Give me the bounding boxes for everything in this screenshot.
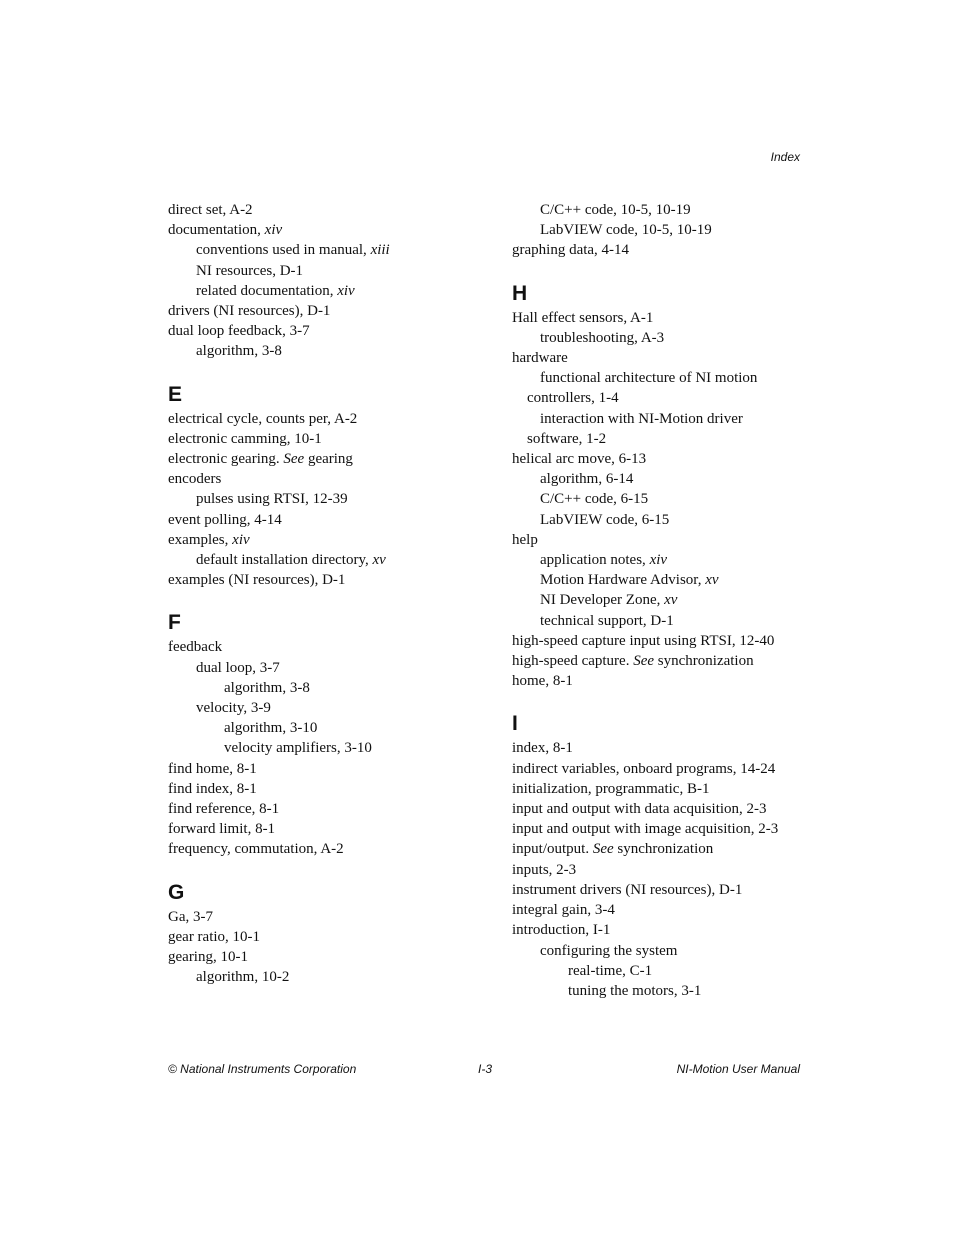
index-entry-text: troubleshooting, A-3 [540, 329, 665, 346]
index-entry-text: examples (NI resources), D-1 [168, 572, 346, 589]
index-subentry [512, 489, 812, 509]
index-entry [512, 530, 812, 550]
index-entry-text: find index, 8-1 [168, 780, 257, 797]
index-entry [512, 819, 812, 839]
index-entry [168, 409, 488, 429]
index-entry-text: input and output with image acquisition, 2-3 [512, 821, 779, 838]
index-entry-text: algorithm, 3-8 [196, 343, 282, 360]
index-entry [512, 900, 812, 920]
index-entry-text: algorithm, 3-10 [224, 720, 318, 737]
index-subentry [512, 941, 812, 961]
index-entry [168, 510, 488, 530]
index-section-heading: E [168, 382, 183, 406]
index-entry [512, 880, 812, 900]
index-section-heading: H [512, 281, 528, 305]
index-subentry [512, 469, 812, 489]
index-entry [512, 860, 812, 880]
index-subentry [168, 281, 488, 301]
index-entry [168, 779, 488, 799]
index-entry-text: forward limit, 8-1 [168, 821, 276, 838]
index-entry-text: drivers (NI resources), D-1 [168, 303, 331, 320]
index-entry-text: examples, [168, 531, 233, 548]
index-entry [168, 530, 488, 550]
index-entry-italic: xiv [649, 552, 668, 569]
index-entry-text: documentation, [168, 222, 265, 239]
index-entry-text: event polling, 4-14 [168, 511, 282, 528]
index-entry-italic: xiii [370, 242, 390, 259]
index-subentry [512, 429, 812, 449]
index-entry-italic: xv [372, 552, 386, 569]
index-entry-text: find reference, 8-1 [168, 801, 280, 818]
index-subentry [512, 388, 812, 408]
index-entry-text: Hall effect sensors, A-1 [512, 309, 654, 326]
index-subentry [512, 590, 812, 610]
index-entry-see-target: synchronization [654, 653, 754, 670]
index-entry [512, 240, 812, 260]
index-subentry [512, 570, 812, 590]
index-entry-text: frequency, commutation, A-2 [168, 841, 344, 858]
index-entry-text: dual loop feedback, 3-7 [168, 323, 310, 340]
index-entry [512, 308, 812, 328]
index-entry [168, 927, 488, 947]
index-entry [168, 819, 488, 839]
index-entry-text: tuning the motors, 3-1 [568, 982, 702, 999]
index-entry-italic: xiv [232, 531, 250, 548]
index-subentry [512, 368, 812, 388]
index-section-heading: I [512, 712, 518, 736]
index-entry [512, 651, 812, 671]
index-entry-text: gear ratio, 10-1 [168, 928, 261, 945]
index-entry [168, 839, 488, 859]
index-entry-italic: xv [705, 572, 719, 589]
footer-manual-title: NI-Motion User Manual [676, 1062, 800, 1076]
index-entry-text: input/output. [512, 841, 593, 858]
index-entry [168, 469, 488, 489]
index-entry-italic: See [633, 653, 655, 670]
index-entry [168, 570, 488, 590]
index-section-heading: G [168, 880, 185, 904]
index-entry-text: NI Developer Zone, [540, 592, 665, 609]
index-entry-text: application notes, [540, 552, 650, 569]
index-subentry [512, 961, 812, 981]
index-entry-text: technical support, D-1 [540, 612, 674, 629]
index-entry [168, 907, 488, 927]
index-entry [168, 637, 488, 657]
index-entry [168, 799, 488, 819]
index-entry-text: LabVIEW code, 10-5, 10-19 [540, 222, 712, 239]
index-entry-text: integral gain, 3-4 [512, 902, 615, 919]
index-entry [168, 449, 488, 469]
index-section-heading: F [168, 611, 181, 635]
index-entry-text: introduction, I-1 [512, 922, 611, 939]
footer-copyright: © National Instruments Corporation [168, 1062, 357, 1076]
index-entry-text: dual loop, 3-7 [196, 659, 280, 676]
index-entry-text: C/C++ code, 6-15 [540, 491, 649, 508]
index-entry-text: pulses using RTSI, 12-39 [196, 491, 348, 508]
index-entry [168, 220, 488, 240]
index-entry-text: indirect variables, onboard programs, 14-24 [512, 760, 776, 777]
footer-page-number: I-3 [478, 1062, 493, 1076]
index-entry-text: configuring the system [540, 942, 678, 959]
index-entry-text: direct set, A-2 [168, 202, 253, 218]
index-subentry [512, 981, 812, 1001]
index-entry-text: hardware [512, 350, 568, 367]
index-entry-text: inputs, 2-3 [512, 861, 577, 878]
index-subentry [168, 261, 488, 281]
index-entry-text: graphing data, 4-14 [512, 242, 630, 259]
index-subentry [512, 200, 812, 220]
index-entry-italic: See [592, 841, 614, 858]
index-entry [512, 348, 812, 368]
index-entry-text: index, 8-1 [512, 740, 573, 757]
index-entry-text: initialization, programmatic, B-1 [512, 780, 710, 797]
index-entry [512, 779, 812, 799]
index-entry-text: find home, 8-1 [168, 760, 257, 777]
index-entry-text: NI resources, D-1 [196, 262, 304, 279]
index-column-right [512, 200, 812, 1001]
index-entry-italic: xiv [337, 282, 355, 299]
index-subentry [512, 220, 812, 240]
index-subentry [168, 967, 488, 987]
index-entry [168, 429, 488, 449]
index-entry-text: gearing, 10-1 [168, 949, 248, 966]
index-entry-text: C/C++ code, 10-5, 10-19 [540, 202, 691, 218]
index-entry-text: Motion Hardware Advisor, [540, 572, 706, 589]
index-entry-text: high-speed capture input using RTSI, 12-40 [512, 632, 775, 649]
index-entry-see-target: synchronization [613, 841, 714, 858]
index-entry-text: helical arc move, 6-13 [512, 451, 647, 468]
index-entry [512, 449, 812, 469]
index-entry [512, 799, 812, 819]
index-entry [168, 321, 488, 341]
index-entry-text: real-time, C-1 [568, 962, 653, 979]
index-entry [512, 759, 812, 779]
index-entry-text: input and output with data acquisition, 2-3 [512, 801, 767, 818]
index-entry [512, 631, 812, 651]
index-entry-text: algorithm, 3-8 [224, 679, 310, 696]
index-entry-text: controllers, 1-4 [527, 390, 619, 407]
index-subentry [168, 658, 488, 678]
index-entry [512, 738, 812, 758]
index-entry-text: encoders [168, 471, 222, 488]
index-entry-text: related documentation, [196, 282, 338, 299]
index-entry-text: velocity, 3-9 [196, 700, 271, 717]
index-entry [168, 947, 488, 967]
index-entry-see-target: gearing [304, 451, 353, 468]
index-subentry [512, 328, 812, 348]
index-entry-text: instrument drivers (NI resources), D-1 [512, 881, 743, 898]
running-header: Index [770, 150, 800, 164]
index-entry-text: conventions used in manual, [196, 242, 371, 259]
index-entry [168, 301, 488, 321]
index-subentry [168, 738, 488, 758]
index-entry-text: electronic camming, 10-1 [168, 430, 322, 447]
index-entry [168, 200, 488, 220]
index-subentry [168, 698, 488, 718]
index-entry-text: velocity amplifiers, 3-10 [224, 740, 372, 757]
index-entry [168, 759, 488, 779]
index-entry-text: Ga, 3-7 [168, 908, 213, 925]
index-entry-text: functional architecture of NI motion [540, 370, 758, 387]
index-entry-text: electrical cycle, counts per, A-2 [168, 410, 358, 427]
index-entry-text: algorithm, 10-2 [196, 969, 290, 986]
index-subentry [168, 240, 488, 260]
index-subentry [512, 510, 812, 530]
index-subentry [168, 341, 488, 361]
index-subentry [512, 550, 812, 570]
index-entry-italic: xv [664, 592, 678, 609]
index-entry [512, 839, 812, 859]
index-entry-text: help [512, 531, 538, 548]
index-entry-text: feedback [168, 639, 223, 656]
index-entry-text: electronic gearing. [168, 451, 284, 468]
index-subentry [512, 611, 812, 631]
index-entry-text: home, 8-1 [512, 673, 573, 690]
index-entry-text: LabVIEW code, 6-15 [540, 511, 670, 528]
index-entry-italic: xiv [264, 222, 283, 239]
index-subentry [168, 718, 488, 738]
index-entry-text: interaction with NI-Motion driver [540, 410, 743, 427]
index-entry [512, 920, 812, 940]
index-subentry [168, 489, 488, 509]
index-subentry [512, 409, 812, 429]
index-entry-text: default installation directory, [196, 552, 373, 569]
index-entry-text: algorithm, 6-14 [540, 471, 634, 488]
index-subentry [168, 550, 488, 570]
index-entry-text: software, 1-2 [527, 430, 607, 447]
index-entry-text: high-speed capture. [512, 653, 634, 670]
index-entry [512, 671, 812, 691]
index-column-left [168, 200, 488, 988]
index-entry-italic: See [283, 451, 305, 468]
index-subentry [168, 678, 488, 698]
